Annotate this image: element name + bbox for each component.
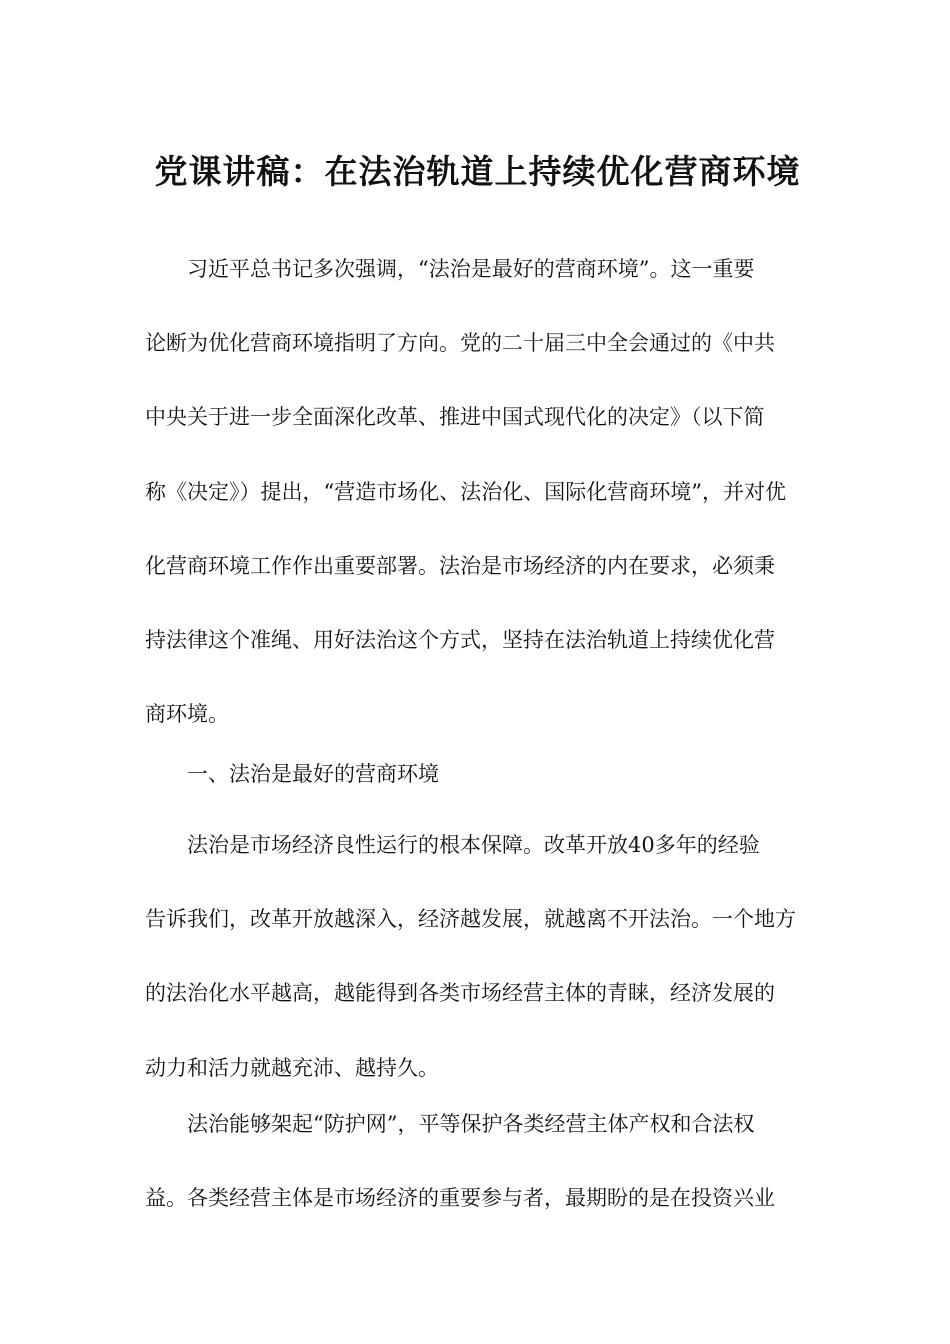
document-title: 党课讲稿：在法治轨道上持续优化营商环境 [154,152,801,191]
section-heading [145,737,810,811]
text-line: 习近平总书记多次强调，“法治是最好的营商环境”。这一重要 [145,257,755,281]
text-line: 称《决定》）提出，“营造市场化、法治化、国际化营商环境”，并对优 [145,479,786,504]
section-heading-text: 一、法治是最好的营商环境 [145,762,439,786]
text-line: 动力和活力就越充沛、越持久。 [145,1055,439,1080]
text-line: 中央关于进一步全面深化改革、推进中国式现代化的决定》（以下简 [145,405,765,430]
paragraph-protection-net [145,1087,810,1235]
text-line: 化营商环境工作作出重要部署。法治是市场经济的内在要求，必须秉 [145,553,775,578]
text-line: 的法治化水平越高，越能得到各类市场经营主体的青睐，经济发展的 [145,981,775,1006]
text-line: 告诉我们，改革开放越深入，经济越发展，就越离不开法治。一个地方 [145,907,796,932]
text-line: 法治是市场经济良性运行的根本保障。改革开放40多年的经验 [145,833,760,857]
paragraph-rule-of-law [145,808,810,1105]
text-line: 益。各类经营主体是市场经济的重要参与者，最期盼的是在投资兴业 [145,1186,775,1211]
text-line: 商环境。 [145,702,229,727]
text-line: 持法律这个准绳、用好法治这个方式，坚持在法治轨道上持续优化营 [145,627,775,652]
text-line: 法治能够架起“防护网”，平等保护各类经营主体产权和合法权 [145,1112,755,1136]
text-line: 论断为优化营商环境指明了方向。党的二十届三中全会通过的《中共 [145,331,775,356]
paragraph-intro [145,232,810,751]
